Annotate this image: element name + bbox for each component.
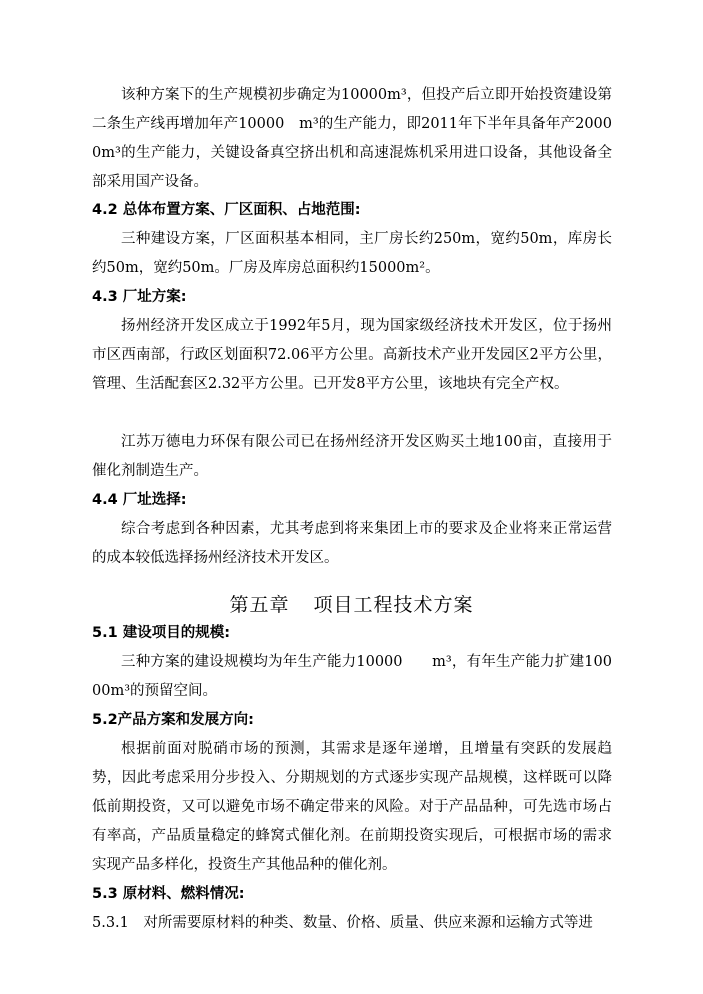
chapter-title (0, 590, 703, 620)
heading-5-2: 5.2产品方案和发展方向: (92, 712, 254, 728)
paragraph-4-2: 三种建设方案，厂区面积基本相同，主厂房长约250m，宽约50m，库房长约50m，宽约50m。厂房及库房总面积约15000m²。 (92, 231, 612, 276)
heading-4-2: 4.2 总体布置方案、厂区面积、占地范围: (92, 202, 361, 218)
heading-4-3: 4.3 厂址方案: (92, 289, 187, 305)
heading-4-4: 4.4 厂址选择: (92, 492, 187, 508)
intro-paragraph: 该种方案下的生产规模初步确定为10000m³，但投产后立即开始投资建设第二条生产线再增加年产10000 m³的生产能力，即2011年下半年具备年产20000m³的生产能力，关键设备真空挤出机和高速混炼机采用进口设备，其他设备全部采用国产设备。 (92, 87, 612, 190)
paragraph-5-3-1: 5.3.1 对所需要原材料的种类、数量、价格、质量、供应来源和运输方式等进 (92, 915, 593, 931)
paragraph-4-3-b: 江苏万德电力环保有限公司已在扬州经济开发区购买土地100亩，直接用于催化剂制造生产。 (92, 434, 612, 479)
paragraph-5-2: 根据前面对脱硝市场的预测，其需求是逐年递增，且增量有突跃的发展趋势，因此考虑采用分步投入、分期规划的方式逐步实现产品规模，这样既可以降低前期投资，又可以避免市场不确定带来的风险。对于产品品种，可先选市场占有率高，产品质量稳定的蜂窝式催化剂。在前期投资实现后，可根据市场的需求实现产品多样化，投资生产其他品种的催化剂。 (92, 741, 612, 873)
paragraph-5-1: 三种方案的建设规模均为年生产能力10000 m³，有年生产能力扩建10000m³的预留空间。 (92, 654, 612, 699)
paragraph-4-3-a: 扬州经济开发区成立于1992年5月，现为国家级经济技术开发区，位于扬州市区西南部，行政区划面积72.06平方公里。高新技术产业开发园区2平方公里，管理、生活配套区2.32平方公里。已开发8平方公里，该地块有完全产权。 (92, 318, 612, 392)
chapter-number: 第五章 (229, 594, 290, 616)
heading-5-3: 5.3 原材料、燃料情况: (92, 886, 245, 902)
paragraph-4-4: 综合考虑到各种因素，尤其考虑到将来集团上市的要求及企业将来正常运营的成本较低选择扬州经济技术开发区。 (92, 521, 612, 566)
heading-5-1: 5.1 建设项目的规模: (92, 625, 231, 641)
chapter-name: 项目工程技术方案 (313, 594, 474, 616)
